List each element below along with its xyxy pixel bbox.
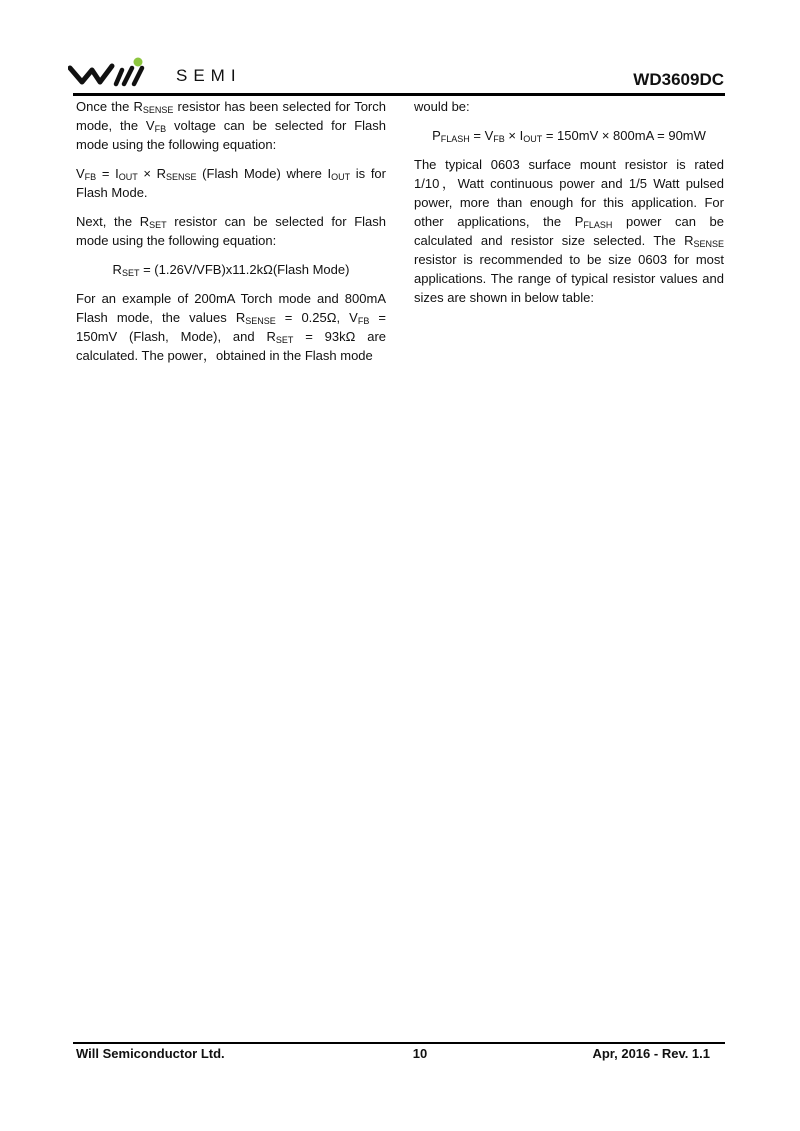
left-column <box>76 97 386 375</box>
paragraph-would-be: would be: <box>414 99 470 114</box>
paragraph-vfb-equation: $V_{FB} = I_{OUT} \times R_{SENSE}$ (Flash Mode) where $I_{OUT}$ is for Flash Mode. <box>76 166 386 200</box>
equation-rset: $R_{SET}$ = (1.26V/VFB)x11.2kΩ(Flash Mode) <box>112 262 350 278</box>
will-logo-mark-icon <box>68 56 168 90</box>
footer-date-revision: Apr, 2016 - Rev. 1.1 <box>592 1046 710 1061</box>
footer-company: Will Semiconductor Ltd. <box>76 1046 225 1061</box>
footer-rule <box>73 1042 725 1044</box>
header-rule <box>73 93 725 96</box>
document-title: WD3609DC <box>633 70 724 89</box>
company-logo <box>68 56 258 90</box>
logo-text: SEMI <box>176 66 242 85</box>
paragraph-rset-selection: Next, the $R_{SET}$ resistor can be selected for Flash mode using the following equation: <box>76 214 386 248</box>
paragraph-rsense-selection: Once the $R_{SENSE}$ resistor has been selected for Torch mode, the $V_{FB}$ voltage can be selected for Flash mode using the following equation: <box>76 99 386 152</box>
right-column <box>414 97 724 317</box>
footer-page-number: 10 <box>412 1046 428 1061</box>
paragraph-resistor-rating: The typical 0603 surface mount resistor is rated 1/10，Watt continuous power and 1/5 Watt pulsed power, more than enough for this application. For other applications, the $P_{FLASH}$ power can be calculated and resistor size selected. The $R_{SENSE}$ resistor is recommended to be size 0603 for most applications. The range of typical resistor values and sizes are shown in below table: <box>414 157 724 305</box>
equation-pflash: $P_{FLASH} = V_{FB} \times I_{OUT} = 150mV \times 800mA = 90mW$ <box>432 128 706 144</box>
paragraph-example: For an example of 200mA Torch mode and 800mA Flash mode, the values $R_{SENSE} = 0.25\Omega$, $V_{FB} = 150mV$ (Flash, Mode), and $R_{SET} = 93k\Omega$ are calculated. The power，obtained in the Flash mode <box>76 291 387 363</box>
